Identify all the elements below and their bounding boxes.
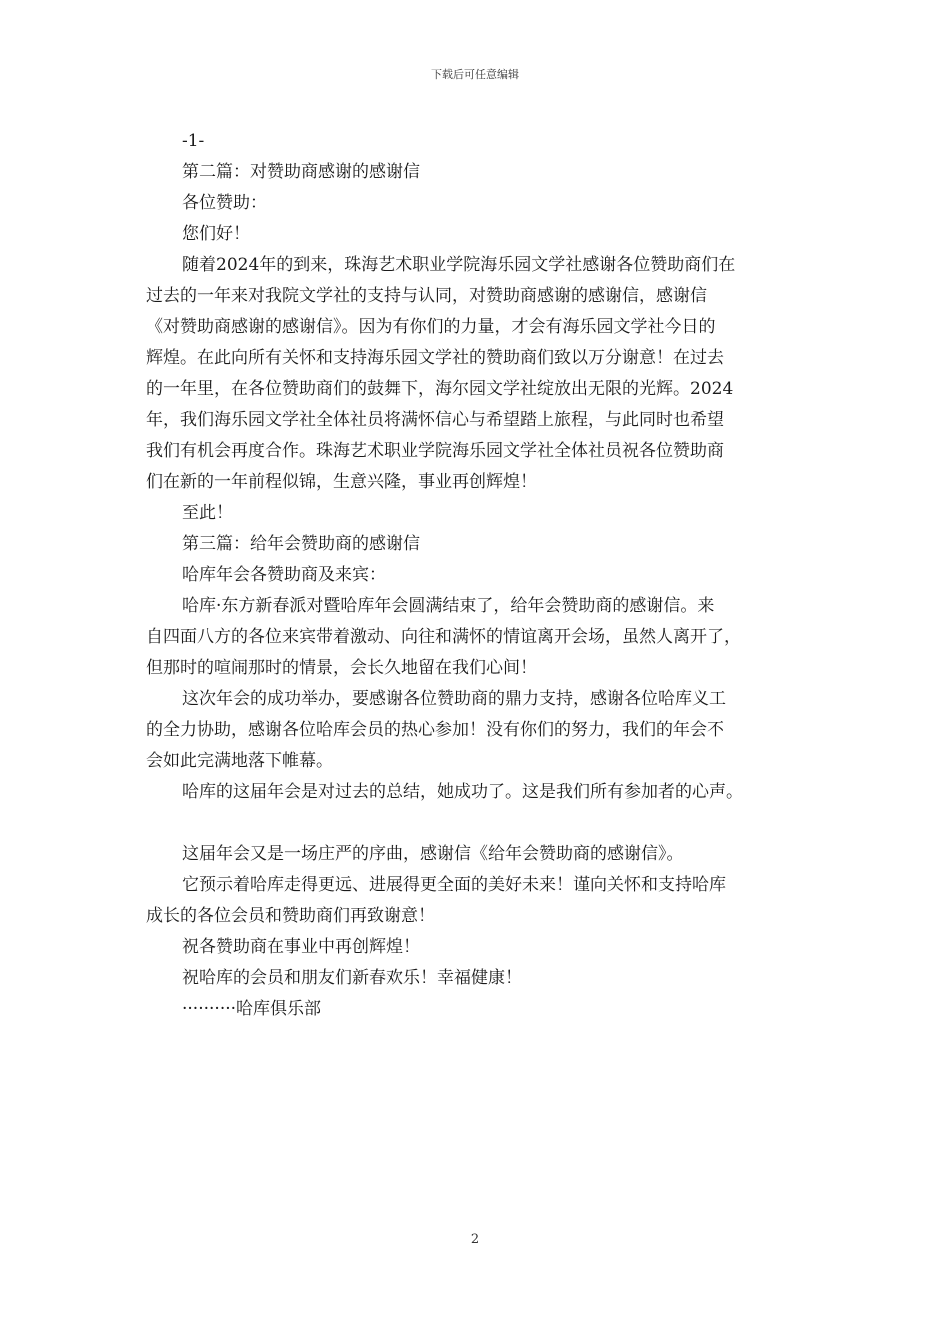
page-header-note: 下载后可任意编辑 — [431, 68, 519, 81]
paragraph-line: 会如此完满地落下帷幕。 — [146, 751, 333, 771]
blank-line — [146, 808, 808, 839]
section-2-title: 第二篇：对赞助商感谢的感谢信 — [182, 162, 420, 182]
paragraph-line: 它预示着哈库走得更远、进展得更全面的美好未来！谨向关怀和支持哈库 — [182, 875, 726, 895]
paragraph-line: 年，我们海乐园文学社全体社员将满怀信心与希望踏上旅程，与此同时也希望 — [146, 410, 724, 430]
section-3-salutation: 哈库年会各赞助商及来宾： — [182, 565, 386, 585]
paragraph-line: 这次年会的成功举办，要感谢各位赞助商的鼎力支持，感谢各位哈库义工 — [182, 689, 726, 709]
paragraph-line: 《对赞助商感谢的感谢信》。因为有你们的力量，才会有海乐园文学社今日的 — [146, 317, 716, 337]
section-2-salutation: 各位赞助： — [182, 193, 267, 213]
paragraph-line: 过去的一年来对我院文学社的支持与认同，对赞助商感谢的感谢信，感谢信 — [146, 286, 707, 306]
page-number: 2 — [470, 1232, 480, 1247]
section-2-closing: 至此！ — [182, 503, 233, 523]
section-2-paragraph-1 — [146, 250, 808, 498]
section-2-greeting: 您们好！ — [182, 224, 250, 244]
page-marker: -1- — [182, 131, 205, 151]
section-3-signature: ··········哈库俱乐部 — [182, 999, 322, 1019]
paragraph-line: 辉煌。在此向所有关怀和支持海乐园文学社的赞助商们致以万分谢意！在过去 — [146, 348, 724, 368]
section-3-paragraph-5 — [146, 870, 808, 932]
section-3-paragraph-1 — [146, 591, 808, 684]
section-3-paragraph-4: 这届年会又是一场庄严的序曲，感谢信《给年会赞助商的感谢信》。 — [182, 844, 684, 864]
section-3-title: 第三篇：给年会赞助商的感谢信 — [182, 534, 420, 554]
document-body — [146, 126, 808, 1025]
paragraph-line: 自四面八方的各位来宾带着激动、向往和满怀的情谊离开会场，虽然人离开了， — [146, 627, 741, 647]
section-3-paragraph-6: 祝各赞助商在事业中再创辉煌！ — [182, 937, 420, 957]
paragraph-line: 但那时的喧闹那时的情景，会长久地留在我们心间！ — [146, 658, 537, 678]
paragraph-line: 们在新的一年前程似锦，生意兴隆，事业再创辉煌！ — [146, 472, 537, 492]
paragraph-line: 我们有机会再度合作。珠海艺术职业学院海乐园文学社全体社员祝各位赞助商 — [146, 441, 724, 461]
section-3-paragraph-7: 祝哈库的会员和朋友们新春欢乐！幸福健康！ — [182, 968, 522, 988]
section-3-paragraph-2 — [146, 684, 808, 777]
paragraph-line: 哈库·东方新春派对暨哈库年会圆满结束了，给年会赞助商的感谢信。来 — [182, 596, 715, 616]
paragraph-line: 随着2024年的到来，珠海艺术职业学院海乐园文学社感谢各位赞助商们在 — [182, 255, 736, 275]
paragraph-line: 的一年里，在各位赞助商们的鼓舞下，海尔园文学社绽放出无限的光辉。2024 — [146, 379, 734, 399]
paragraph-line: 的全力协助，感谢各位哈库会员的热心参加！没有你们的努力，我们的年会不 — [146, 720, 724, 740]
paragraph-line: 成长的各位会员和赞助商们再致谢意！ — [146, 906, 435, 926]
section-3-paragraph-3: 哈库的这届年会是对过去的总结，她成功了。这是我们所有参加者的心声。 — [182, 782, 743, 802]
